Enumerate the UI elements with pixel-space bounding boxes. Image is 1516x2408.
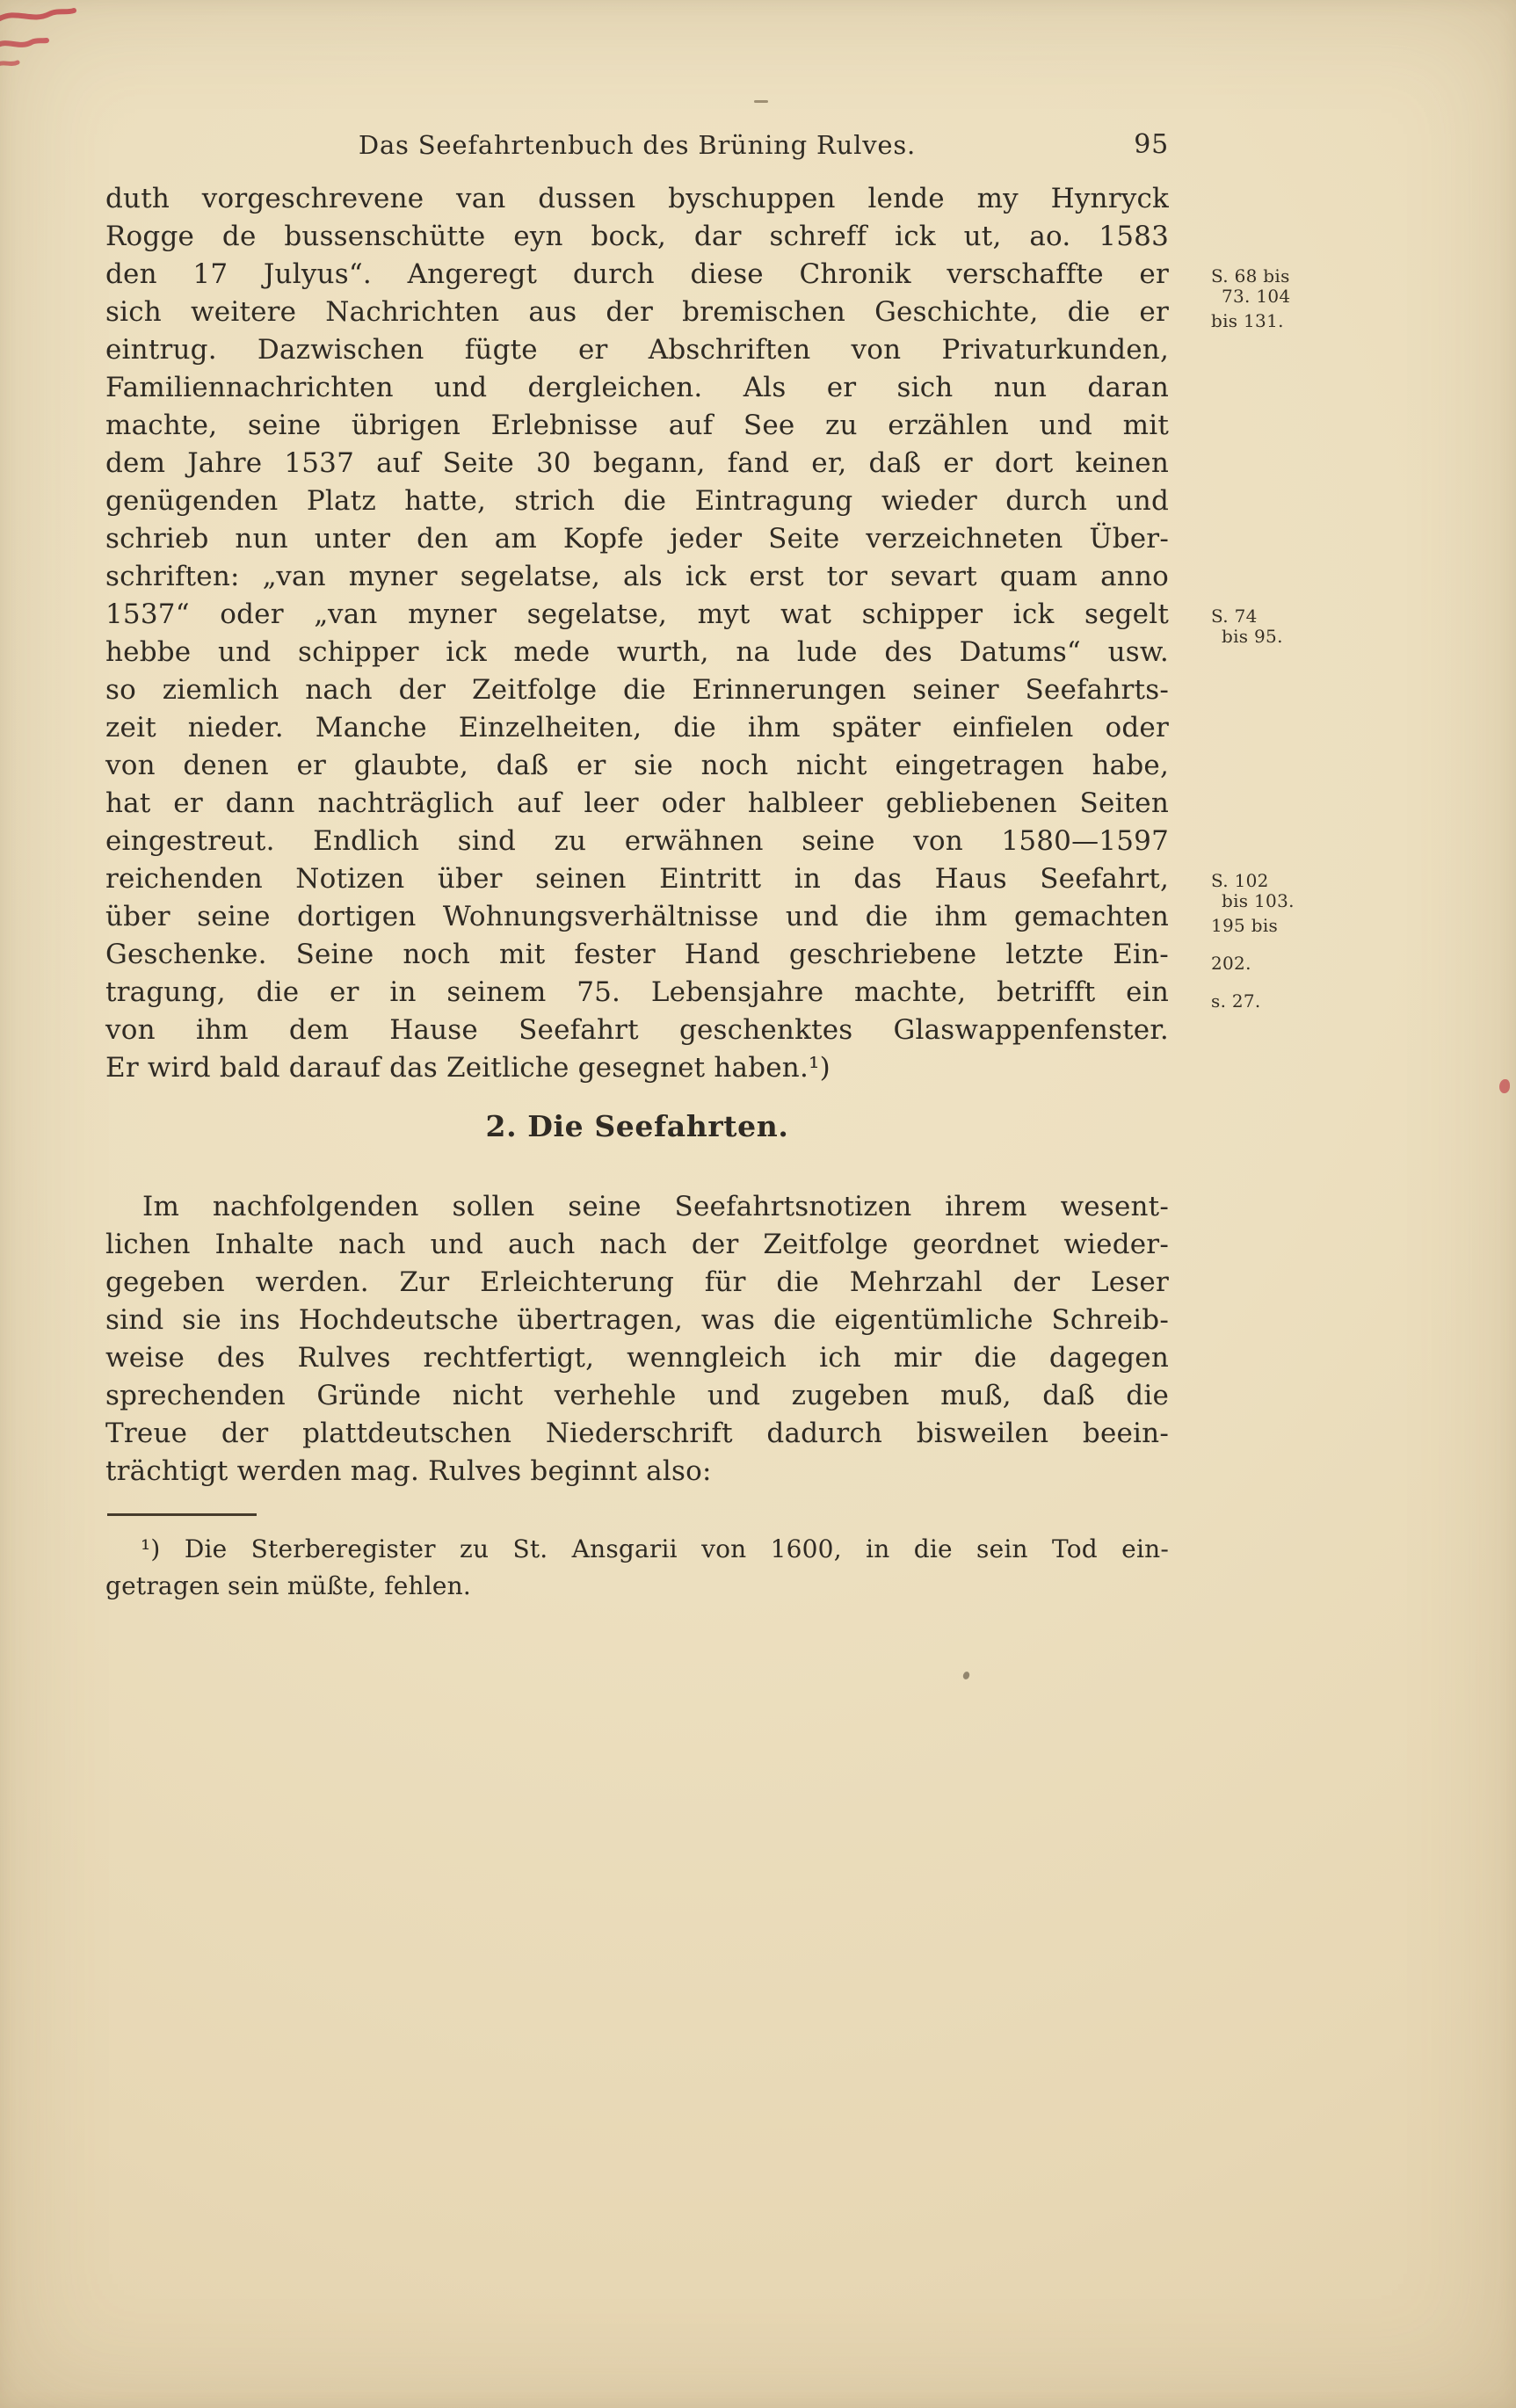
- text-line: zeit nieder. Manche Einzelheiten, die ihm später einfielen oder: [105, 712, 1169, 743]
- text-line: eintrug. Dazwischen fügte er Abschriften von Privaturkunden,: [105, 334, 1169, 366]
- text-line: weise des Rulves rechtfertigt, wenngleich ich mir die dagegen: [105, 1342, 1169, 1374]
- text-line: sich weitere Nachrichten aus der bremischen Geschichte, die er: [105, 296, 1169, 328]
- text-line: von denen er glaubte, daß er sie noch nicht eingetragen habe,: [105, 750, 1169, 781]
- margin-note: [1211, 916, 1378, 936]
- text-line: tragung, die er in seinem 75. Lebensjahre machte, betrifft ein: [105, 976, 1169, 1008]
- margin-note-line: bis 131.: [1211, 310, 1284, 331]
- text-line: Er wird bald darauf das Zeitliche gesegnet haben.¹): [105, 1052, 831, 1084]
- footnote: [105, 1531, 1169, 1605]
- paragraph-2: [105, 1188, 1169, 1490]
- text-line: Rogge de bussenschütte eyn bock, dar schreff ick ut, ao. 1583: [105, 221, 1169, 252]
- margin-note: [1211, 311, 1378, 331]
- text-line: Familiennachrichten und dergleichen. Als er sich nun daran: [105, 372, 1169, 403]
- text-line: eingestreut. Endlich sind zu erwähnen seine von 1580—1597: [105, 825, 1169, 857]
- text-line: 1537“ oder „van myner segelatse, myt wat schipper ick segelt: [105, 598, 1169, 630]
- text-line: von ihm dem Hause Seefahrt geschenktes Glaswappenfenster.: [105, 1014, 1169, 1046]
- text-line: schriften: „van myner segelatse, als ick erst tor sevart quam anno: [105, 561, 1169, 592]
- section-heading: 2. Die Seefahrten.: [485, 1109, 789, 1143]
- margin-note: [1211, 991, 1378, 1012]
- margin-note: [1211, 871, 1378, 911]
- margin-note: [1211, 606, 1378, 647]
- text-line: getragen sein müßte, fehlen.: [105, 1571, 472, 1600]
- text-line: den 17 Julyus“. Angeregt durch diese Chronik verschaffte er: [105, 258, 1169, 290]
- text-line: lichen Inhalte nach und auch nach der Zeitfolge geordnet wieder-: [105, 1229, 1169, 1260]
- margin-note-line: 73. 104: [1222, 286, 1291, 307]
- text-line: Geschenke. Seine noch mit fester Hand geschriebene letzte Ein-: [105, 939, 1169, 970]
- text-line: sprechenden Gründe nicht verhehle und zugeben muß, daß die: [105, 1380, 1169, 1411]
- text-line: gegeben werden. Zur Erleichterung für die Mehrzahl der Leser: [105, 1266, 1169, 1298]
- text-line: Im nachfolgenden sollen seine Seefahrtsnotizen ihrem wesent-: [142, 1191, 1169, 1222]
- text-line: hebbe und schipper ick mede wurth, na lude des Datums“ usw.: [105, 636, 1169, 668]
- footnote-rule: [107, 1513, 257, 1516]
- text-line: duth vorgeschrevene van dussen byschuppen lende my Hynryck: [105, 183, 1169, 214]
- text-line: trächtigt werden mag. Rulves beginnt also:: [105, 1455, 712, 1487]
- running-title: Das Seefahrtenbuch des Brüning Rulves.: [358, 130, 917, 160]
- margin-note-line: S. 102: [1211, 870, 1269, 891]
- text-line: reichenden Notizen über seinen Eintritt in das Haus Seefahrt,: [105, 863, 1169, 895]
- text-line: machte, seine übrigen Erlebnisse auf See zu erzählen und mit: [105, 410, 1169, 441]
- page-number: 95: [1134, 129, 1169, 160]
- text-line: schrieb nun unter den am Kopfe jeder Seite verzeichneten Über-: [105, 523, 1169, 555]
- margin-note: [1211, 954, 1378, 974]
- text-line: so ziemlich nach der Zeitfolge die Erinnerungen seiner Seefahrts-: [105, 674, 1169, 706]
- margin-note-line: S. 74: [1211, 606, 1258, 627]
- text-line: über seine dortigen Wohnungsverhältnisse und die ihm gemachten: [105, 901, 1169, 932]
- text-line: genügenden Platz hatte, strich die Eintragung wieder durch und: [105, 485, 1169, 517]
- margin-note-line: bis 103.: [1222, 890, 1295, 911]
- margin-note-line: 202.: [1211, 953, 1251, 974]
- margin-note: [1211, 266, 1378, 307]
- text-line: ¹) Die Sterberegister zu St. Ansgarii von 1600, in die sein Tod ein-: [141, 1534, 1169, 1563]
- text-line: hat er dann nachträglich auf leer oder halbleer gebliebenen Seiten: [105, 787, 1169, 819]
- margin-note-line: bis 95.: [1222, 626, 1283, 647]
- margin-note-line: S. 68 bis: [1211, 265, 1290, 286]
- text-line: Treue der plattdeutschen Niederschrift dadurch bisweilen beein-: [105, 1418, 1169, 1449]
- text-line: dem Jahre 1537 auf Seite 30 begann, fand er, daß er dort keinen: [105, 447, 1169, 479]
- text-line: sind sie ins Hochdeutsche übertragen, was die eigentümliche Schreib-: [105, 1304, 1169, 1336]
- margin-note-line: s. 27.: [1211, 990, 1261, 1012]
- margin-note-line: 195 bis: [1211, 915, 1279, 936]
